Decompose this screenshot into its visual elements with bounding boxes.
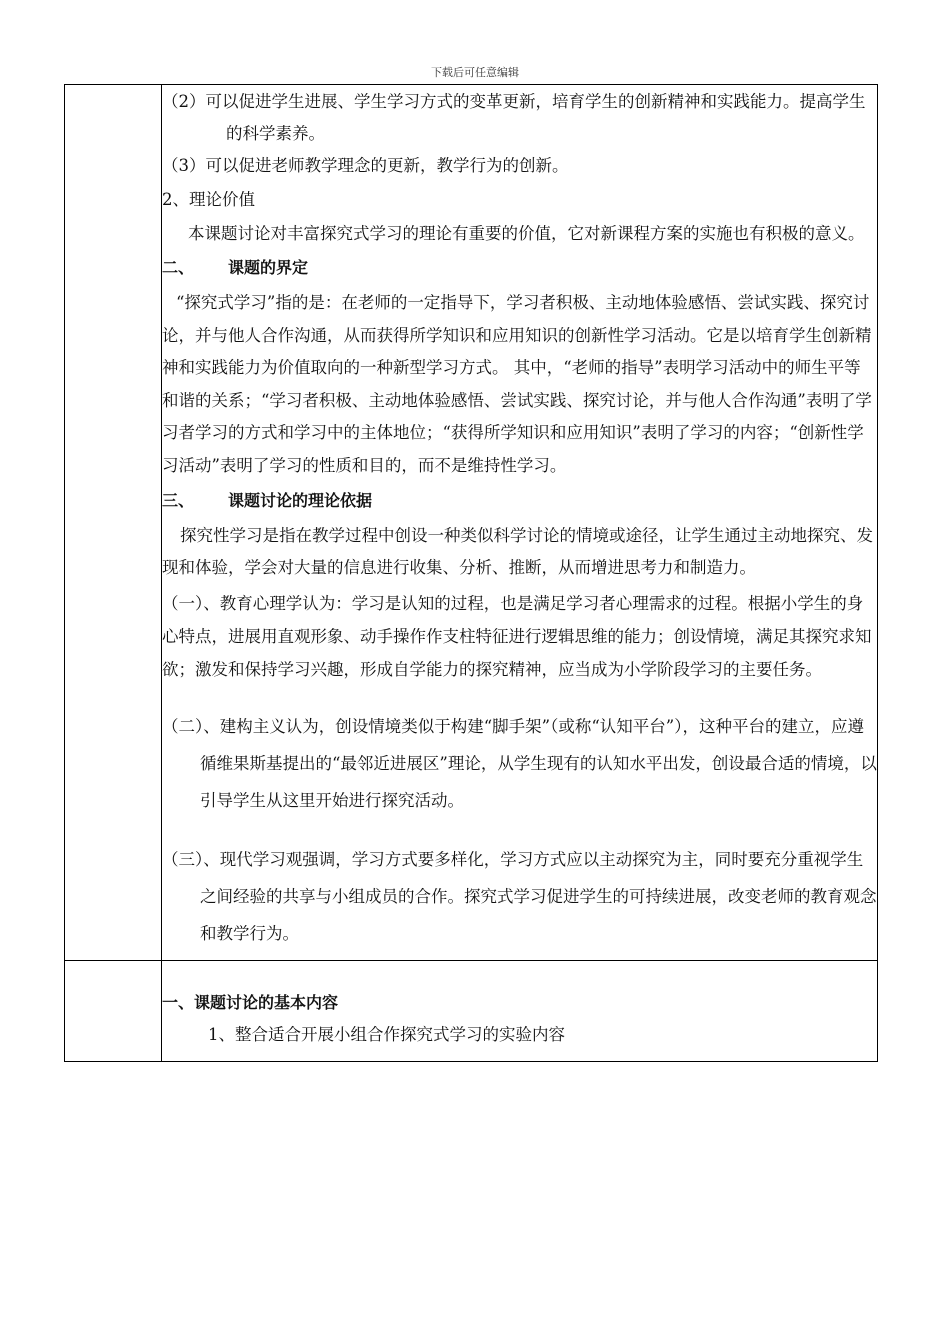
definition-paragraph: “探究式学习”指的是：在老师的一定指导下，学习者积极、主动地体验感悟、尝试实践、探究讨论，并与他人合作沟通，从而获得所学知识和应用知识的创新性学习活动。它是以培育学生创新精神和实践能力为价值取向的一种新型学习方式。 其中，“老师的指导”表明学习活动中的师生平等和谐的关系；“学习者积极、主动地体验感悟、尝试实践、探究讨论，并与他人合作沟通”表明了学习者学习的方式和学习中的主体地位；“获得所学知识和应用知识”表明了学习的内容；“创新性学习活动”表明了学习的性质和目的，而不是维持性学习。 [162, 293, 872, 475]
label-cell [65, 960, 162, 1061]
label-cell [65, 85, 162, 961]
significance-item-2: （2）可以促进学生进展、学生学习方式的变革更新，培育学生的创新精神和实践能力。提高学生的科学素养。 [162, 92, 866, 143]
basis-paragraph: 探究性学习是指在教学过程中创设一种类似科学讨论的情境或途径，让学生通过主动地探究、发现和体验，学会对大量的信息进行收集、分析、推断，从而增进思考力和制造力。 [162, 525, 873, 578]
basis-point-1: （一）、教育心理学认为：学习是认知的过程，也是满足学习者心理需求的过程。根据小学生的身心特点，进展用直观形象、动手操作作支柱特征进行逻辑思维的能力；创设情境，满足其探究求知欲；激发和保持学习兴趣，形成自学能力的探究精神，应当成为小学阶段学习的主要任务。 [162, 593, 872, 679]
theory-value-text: 本课题讨论对丰富探究式学习的理论有重要的价值，它对新课程方案的实施也有积极的意义。 [188, 224, 865, 243]
table-row [65, 960, 878, 1061]
download-note: 下载后可任意编辑 [431, 66, 519, 79]
basis-point-2: （二）、建构主义认为，创设情境类似于构建“脚手架”（或称“认知平台”），这种平台的建立，应遵循维果斯基提出的“最邻近进展区”理论，从学生现有的认知水平出发，创设最合适的情境，以引导学生从这里开始进行探究活动。 [162, 716, 877, 810]
significance-item-3: （3）可以促进老师教学理念的更新，教学行为的创新。 [162, 156, 569, 175]
table-row [65, 85, 878, 961]
theory-value-title: 2、理论价值 [162, 190, 255, 209]
section-heading-3 [162, 485, 877, 517]
section-heading-2 [162, 252, 877, 284]
document-table [64, 84, 878, 1062]
heading-text: 课题讨论的理论依据 [228, 490, 373, 510]
basis-point-3: （三）、现代学习观强调，学习方式要多样化，学习方式应以主动探究为主，同时要充分重视学生之间经验的共享与小组成员的合作。探究式学习促进学生的可持续进展，改变老师的教育观念和教学行为。 [162, 849, 877, 943]
basic-content-heading: 一、课题讨论的基本内容 [162, 992, 339, 1012]
heading-number: 三、 [162, 490, 195, 510]
heading-text: 课题的界定 [228, 258, 309, 277]
content-cell [162, 85, 878, 961]
content-cell [162, 960, 878, 1061]
basic-content-item-1: 1、整合适合开展小组合作探究式学习的实验内容 [208, 1024, 565, 1044]
heading-number: 二、 [162, 258, 195, 277]
